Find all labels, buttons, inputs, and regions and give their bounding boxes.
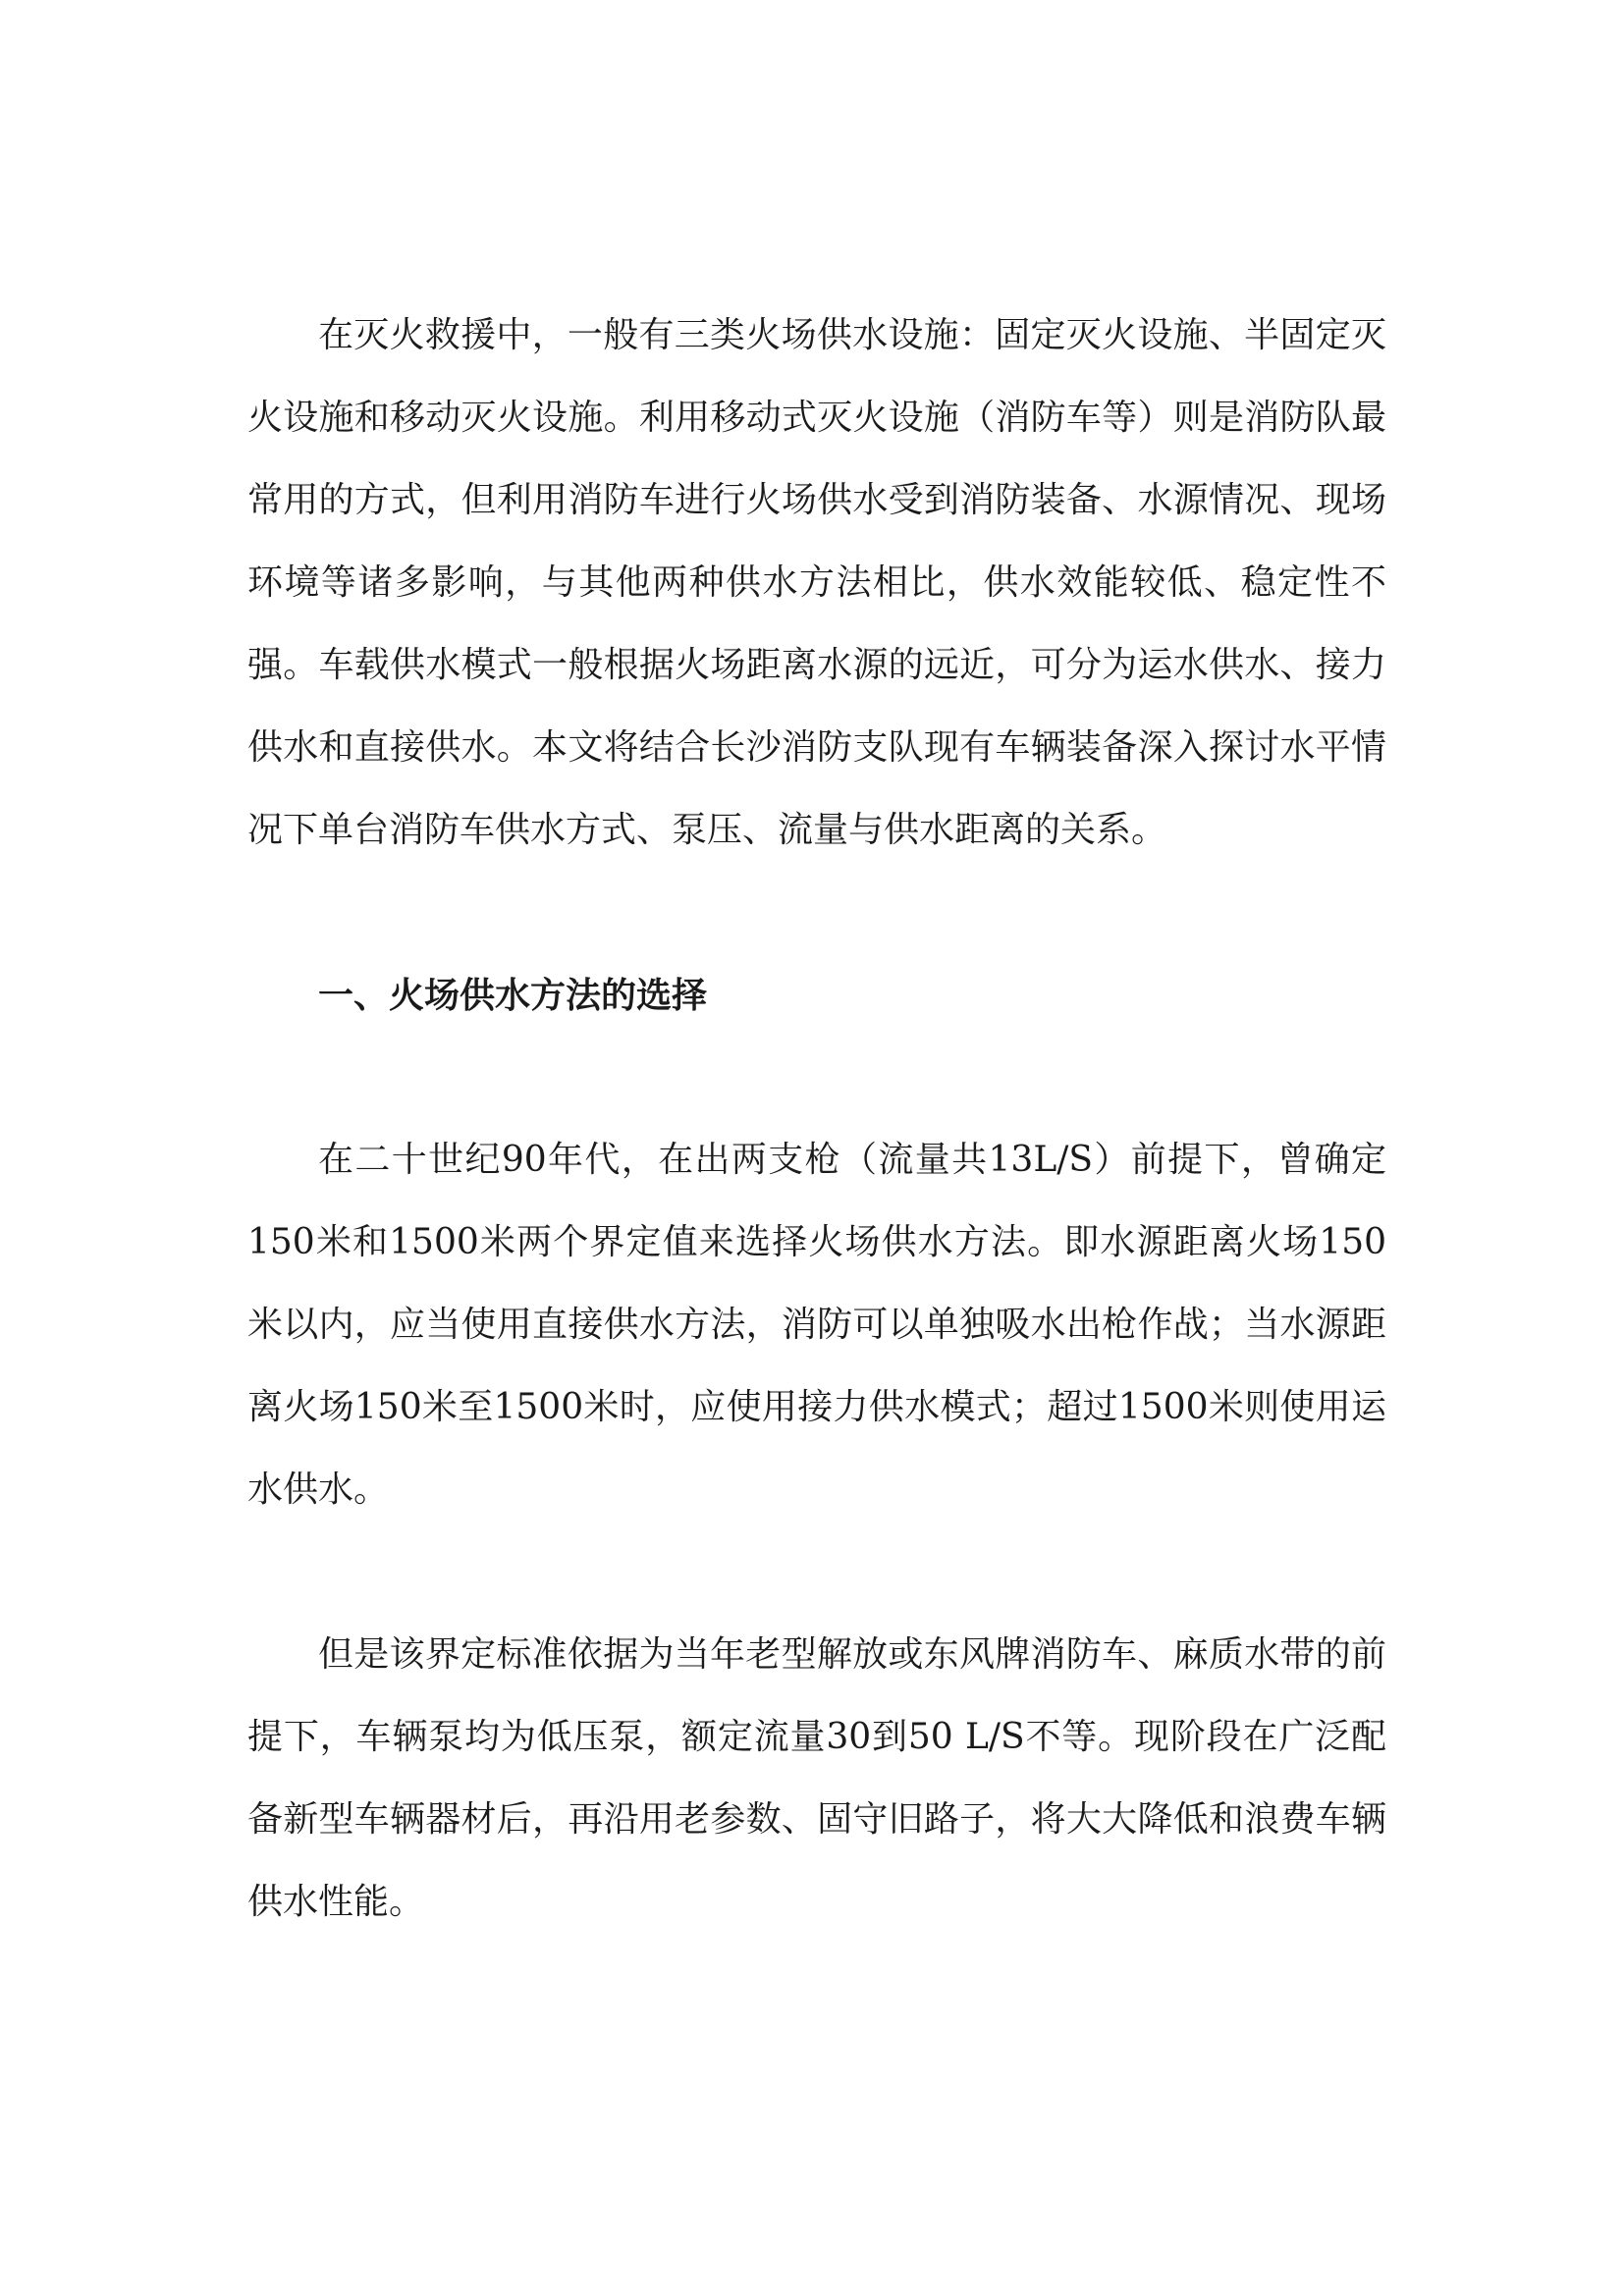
body-paragraph: 但是该界定标准依据为当年老型解放或东风牌消防车、麻质水带的前提下，车辆泵均为低压泵，额定流量30到50 L/S不等。现阶段在广泛配备新型车辆器材后，再沿用老参数、固守旧路子，将大大降低和浪费车辆供水性能。 (247, 1634, 1386, 1922)
document-body (247, 294, 1386, 1944)
intro-paragraph: 在灭火救援中，一般有三类火场供水设施：固定灭火设施、半固定灭火设施和移动灭火设施。利用移动式灭火设施（消防车等）则是消防队最常用的方式，但利用消防车进行火场供水受到消防装备、水源情况、现场环境等诸多影响，与其他两种供水方法相比，供水效能较低、稳定性不强。车载供水模式一般根据火场距离水源的远近，可分为运水供水、接力供水和直接供水。本文将结合长沙消防支队现有车辆装备深入探讨水平情况下单台消防车供水方式、泵压、流量与供水距离的关系。 (247, 315, 1386, 850)
section-heading: 一、火场供水方法的选择 (318, 975, 708, 1016)
body-paragraph: 在二十世纪90年代，在出两支枪（流量共13L/S）前提下，曾确定150米和1500米两个界定值来选择火场供水方法。即水源距离火场150米以内，应当使用直接供水方法，消防可以单独吸水出枪作战；当水源距离火场150米至1500米时，应使用接力供水模式；超过1500米则使用运水供水。 (247, 1140, 1386, 1510)
